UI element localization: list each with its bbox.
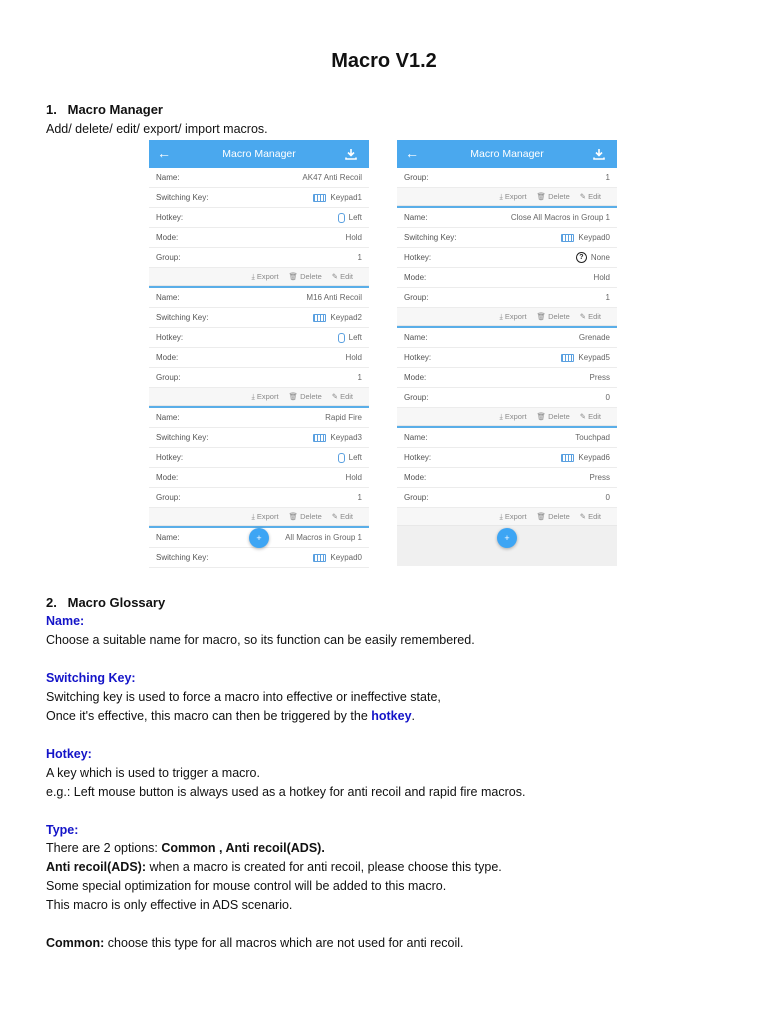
keyboard-icon: [313, 554, 326, 562]
row-label: Group:: [404, 293, 429, 302]
detail-row: [397, 208, 617, 228]
detail-row: [149, 548, 369, 568]
glossary-desc-type-1: [46, 841, 325, 855]
row-value: Keypad3: [330, 433, 362, 442]
row-value: Keypad6: [578, 453, 610, 462]
row-value: 1: [605, 173, 610, 182]
trash-icon: 🗑: [288, 512, 299, 521]
export-button[interactable]: [252, 272, 279, 282]
section-title: Macro Manager: [67, 102, 163, 117]
row-value: Keypad0: [330, 553, 362, 562]
detail-row: [149, 228, 369, 248]
edit-button[interactable]: [332, 512, 353, 521]
export-button[interactable]: [252, 512, 279, 522]
macro-card[interactable]: [397, 206, 617, 326]
macro-card[interactable]: [397, 326, 617, 426]
trash-icon: 🗑: [536, 312, 547, 321]
macro-card[interactable]: [397, 426, 617, 526]
row-value-wrap: [606, 393, 610, 402]
detail-row: [397, 168, 617, 188]
row-value-wrap: [346, 353, 362, 362]
text-fragment: choose this type for all macros which are not used for anti recoil.: [104, 936, 464, 950]
row-label: Name:: [156, 413, 180, 422]
detail-row: [149, 188, 369, 208]
type-options: Common , Anti recoil(ADS).: [161, 841, 325, 855]
edit-icon: ✎: [331, 512, 339, 521]
macro-card[interactable]: [149, 286, 369, 406]
row-value: All Macros in Group 1: [285, 533, 362, 542]
delete-label: Delete: [548, 412, 570, 421]
row-value-wrap: [594, 273, 610, 282]
trash-icon: 🗑: [288, 272, 299, 281]
detail-row: [397, 468, 617, 488]
export-icon: ⤓: [251, 391, 255, 401]
keyboard-icon: [313, 434, 326, 442]
row-value: Hold: [345, 233, 362, 242]
back-arrow-icon[interactable]: ←: [405, 145, 419, 161]
export-button[interactable]: [500, 412, 527, 422]
detail-row: [149, 328, 369, 348]
row-value: M16 Anti Recoil: [306, 293, 362, 302]
row-value-wrap: [325, 413, 362, 422]
edit-label: Edit: [340, 392, 353, 401]
row-label: Switching Key:: [156, 433, 209, 442]
macro-card[interactable]: [149, 168, 369, 286]
export-icon: ⤓: [499, 411, 503, 421]
glossary-desc-type-2: [46, 860, 502, 874]
section-number: 1.: [46, 102, 57, 117]
export-label: Export: [504, 512, 527, 521]
edit-button[interactable]: [580, 412, 601, 421]
edit-icon: ✎: [579, 412, 587, 421]
detail-row: [149, 368, 369, 388]
delete-button[interactable]: [289, 272, 322, 281]
export-label: Export: [256, 392, 279, 401]
row-label: Hotkey:: [404, 253, 432, 262]
row-label: Mode:: [156, 473, 179, 482]
glossary-desc-type-3: Some special optimization for mouse control will be added to this macro.: [46, 879, 447, 893]
row-value: Press: [589, 373, 610, 382]
section-description: Add/ delete/ edit/ export/ import macros.: [46, 122, 268, 136]
glossary-desc-name: Choose a suitable name for macro, so its function can be easily remembered.: [46, 633, 475, 647]
row-label: Group:: [404, 393, 429, 402]
add-macro-button[interactable]: +: [249, 528, 269, 548]
row-label: Mode:: [156, 353, 179, 362]
row-value: Keypad5: [578, 353, 610, 362]
keyboard-icon: [561, 454, 574, 462]
text-fragment: .: [411, 709, 416, 723]
row-value: Hold: [593, 273, 610, 282]
trash-icon: 🗑: [288, 392, 299, 401]
macro-manager-screenshot-left: [149, 140, 369, 562]
detail-row: [397, 248, 617, 268]
detail-row: [397, 448, 617, 468]
row-value: Keypad1: [330, 193, 362, 202]
row-label: Mode:: [404, 473, 427, 482]
trash-icon: 🗑: [536, 412, 547, 421]
export-icon: ⤓: [251, 511, 255, 521]
glossary-desc-switching-key-1: Switching key is used to force a macro into effective or ineffective state,: [46, 690, 441, 704]
download-icon[interactable]: [345, 148, 357, 160]
export-button[interactable]: [500, 192, 527, 202]
row-label: Name:: [404, 333, 428, 342]
export-label: Export: [256, 272, 279, 281]
macro-actions: [397, 308, 617, 326]
glossary-desc-hotkey-1: A key which is used to trigger a macro.: [46, 766, 260, 780]
section-number: 2.: [46, 595, 57, 610]
macro-card[interactable]: [149, 406, 369, 526]
row-value: Left: [348, 213, 362, 222]
section-title: Macro Glossary: [67, 595, 166, 610]
row-value-wrap: [606, 493, 610, 502]
row-value-wrap: [606, 293, 610, 302]
row-value: Grenade: [578, 333, 610, 342]
edit-icon: ✎: [331, 392, 339, 401]
row-label: Switching Key:: [156, 313, 209, 322]
row-label: Switching Key:: [404, 233, 457, 242]
row-label: Name:: [404, 213, 428, 222]
export-icon: ⤓: [499, 191, 503, 201]
detail-row: [397, 388, 617, 408]
delete-button[interactable]: [289, 512, 322, 521]
edit-button[interactable]: [580, 192, 601, 201]
detail-row: [149, 428, 369, 448]
export-label: Export: [504, 312, 527, 321]
row-value-wrap: [313, 433, 362, 442]
row-value: Left: [348, 453, 362, 462]
export-button[interactable]: [500, 512, 527, 522]
row-value-wrap: [579, 333, 610, 342]
edit-label: Edit: [340, 512, 353, 521]
row-value-wrap: [346, 473, 362, 482]
delete-label: Delete: [548, 512, 570, 521]
row-value-wrap: [576, 252, 610, 263]
edit-icon: ✎: [331, 272, 339, 281]
row-value: Keypad2: [330, 313, 362, 322]
row-value-wrap: [358, 373, 362, 382]
row-value-wrap: [306, 293, 362, 302]
detail-row: [397, 228, 617, 248]
delete-button[interactable]: [537, 512, 570, 521]
row-value-wrap: [338, 453, 362, 463]
detail-row: [149, 488, 369, 508]
row-value: Hold: [345, 353, 362, 362]
row-value-wrap: [561, 453, 610, 462]
row-value: Touchpad: [575, 433, 610, 442]
hotkey-highlight: hotkey: [371, 709, 412, 723]
row-value-wrap: [338, 213, 362, 223]
keyboard-icon: [561, 234, 574, 242]
add-macro-button[interactable]: +: [497, 528, 517, 548]
detail-row: [149, 168, 369, 188]
row-label: Mode:: [156, 233, 179, 242]
row-value: 1: [357, 253, 362, 262]
row-value: Press: [589, 473, 610, 482]
macro-actions: [397, 188, 617, 206]
edit-label: Edit: [588, 512, 601, 521]
row-label: Hotkey:: [156, 213, 184, 222]
row-value-wrap: [561, 353, 610, 362]
macro-actions: [397, 408, 617, 426]
delete-button[interactable]: [537, 412, 570, 421]
export-button[interactable]: [252, 392, 279, 402]
trash-icon: 🗑: [536, 512, 547, 521]
row-value-wrap: [302, 173, 362, 182]
panel-title: Macro Manager: [222, 148, 296, 160]
download-icon[interactable]: [593, 148, 605, 160]
row-label: Group:: [404, 493, 429, 502]
document-title: Macro V1.2: [331, 50, 437, 72]
row-value: Close All Macros in Group 1: [510, 213, 610, 222]
glossary-desc-common: [46, 936, 464, 950]
mouse-icon: [338, 453, 345, 463]
export-label: Export: [504, 412, 527, 421]
edit-icon: ✎: [579, 312, 587, 321]
export-icon: ⤓: [499, 511, 503, 521]
row-label: Mode:: [404, 273, 427, 282]
detail-row: [149, 468, 369, 488]
row-value-wrap: [313, 193, 362, 202]
detail-row: [149, 348, 369, 368]
row-label: Name:: [156, 173, 180, 182]
edit-label: Edit: [588, 192, 601, 201]
row-value: AK47 Anti Recoil: [302, 173, 362, 182]
detail-row: [149, 408, 369, 428]
row-label: Hotkey:: [156, 333, 184, 342]
row-value: Rapid Fire: [325, 413, 362, 422]
edit-button[interactable]: [580, 512, 601, 521]
trash-icon: 🗑: [536, 192, 547, 201]
export-label: Export: [256, 512, 279, 521]
row-label: Name:: [404, 433, 428, 442]
macro-actions: [149, 388, 369, 406]
delete-label: Delete: [300, 272, 322, 281]
section-heading-macro-manager: [46, 102, 163, 117]
row-label: Name:: [156, 293, 180, 302]
glossary-term-name: Name:: [46, 614, 85, 628]
edit-label: Edit: [588, 412, 601, 421]
row-value-wrap: [313, 553, 362, 562]
row-value-wrap: [313, 313, 362, 322]
keyboard-icon: [561, 354, 574, 362]
delete-label: Delete: [548, 192, 570, 201]
export-icon: ⤓: [251, 271, 255, 281]
macro-manager-screenshot-right: [397, 140, 617, 555]
row-value-wrap: [358, 493, 362, 502]
row-label: Mode:: [404, 373, 427, 382]
macro-actions: [149, 508, 369, 526]
macro-card: [397, 168, 617, 206]
row-label: Name:: [156, 533, 180, 542]
row-value: 1: [357, 373, 362, 382]
row-value: 0: [605, 393, 610, 402]
export-label: Export: [504, 192, 527, 201]
row-value-wrap: [346, 233, 362, 242]
detail-row: [149, 288, 369, 308]
row-value: Keypad0: [578, 233, 610, 242]
common-label: Common:: [46, 936, 105, 950]
row-value: Hold: [345, 473, 362, 482]
row-label: Switching Key:: [156, 553, 209, 562]
detail-row: [397, 368, 617, 388]
row-value: None: [590, 253, 610, 262]
glossary-desc-switching-key-2: [46, 709, 415, 723]
glossary-desc-hotkey-2: e.g.: Left mouse button is always used as a hotkey for anti recoil and rapid fire macros.: [46, 785, 526, 799]
edit-label: Edit: [340, 272, 353, 281]
row-value-wrap: [606, 173, 610, 182]
row-value-wrap: [358, 253, 362, 262]
detail-row: [149, 308, 369, 328]
text-fragment: Once it's effective, this macro can then be triggered by the: [46, 709, 372, 723]
row-label: Group:: [156, 493, 181, 502]
row-value-wrap: [590, 473, 610, 482]
row-value-wrap: [338, 333, 362, 343]
detail-row: [397, 328, 617, 348]
anti-recoil-label: Anti recoil(ADS):: [46, 860, 146, 874]
detail-row: [149, 248, 369, 268]
row-label: Switching Key:: [156, 193, 209, 202]
mouse-icon: [338, 333, 345, 343]
section-heading-macro-glossary: [46, 595, 165, 610]
row-label: Hotkey:: [156, 453, 184, 462]
export-icon: ⤓: [499, 311, 503, 321]
row-value-wrap: [561, 233, 610, 242]
glossary-term-hotkey: Hotkey:: [46, 747, 92, 761]
row-label: Group:: [156, 373, 181, 382]
delete-label: Delete: [300, 512, 322, 521]
detail-row: [397, 268, 617, 288]
row-value: 1: [605, 293, 610, 302]
panel-header: [397, 140, 617, 168]
detail-row: [397, 288, 617, 308]
row-value: 0: [605, 493, 610, 502]
back-arrow-icon[interactable]: ←: [157, 145, 171, 161]
row-value-wrap: [575, 433, 610, 442]
row-value-wrap: [590, 373, 610, 382]
glossary-term-type: Type:: [46, 823, 79, 837]
detail-row: [397, 348, 617, 368]
macro-actions: [397, 508, 617, 526]
text-fragment: There are 2 options:: [46, 841, 162, 855]
edit-label: Edit: [588, 312, 601, 321]
row-value-wrap: [511, 213, 610, 222]
edit-icon: ✎: [579, 512, 587, 521]
detail-row: [149, 448, 369, 468]
row-value-wrap: [285, 533, 362, 542]
mouse-icon: [338, 213, 345, 223]
glossary-term-switching-key: Switching Key:: [46, 671, 136, 685]
detail-row: [397, 488, 617, 508]
edit-button[interactable]: [580, 312, 601, 321]
delete-label: Delete: [300, 392, 322, 401]
row-value: Left: [348, 333, 362, 342]
text-fragment: when a macro is created for anti recoil, please choose this type.: [146, 860, 502, 874]
keyboard-icon: [313, 314, 326, 322]
export-button[interactable]: [500, 312, 527, 322]
delete-button[interactable]: [537, 312, 570, 321]
detail-row: [397, 428, 617, 448]
row-label: Group:: [156, 253, 181, 262]
edit-button[interactable]: [332, 272, 353, 281]
delete-label: Delete: [548, 312, 570, 321]
row-label: Group:: [404, 173, 429, 182]
row-label: Hotkey:: [404, 353, 432, 362]
macro-actions: [149, 268, 369, 286]
panel-title: Macro Manager: [470, 148, 544, 160]
glossary-desc-type-4: This macro is only effective in ADS scenario.: [46, 898, 293, 912]
detail-row: [149, 208, 369, 228]
edit-icon: ✎: [579, 192, 587, 201]
row-value: 1: [357, 493, 362, 502]
delete-button[interactable]: [289, 392, 322, 401]
edit-button[interactable]: [332, 392, 353, 401]
delete-button[interactable]: [537, 192, 570, 201]
question-icon: ?: [576, 252, 587, 263]
row-label: Hotkey:: [404, 453, 432, 462]
panel-header: [149, 140, 369, 168]
keyboard-icon: [313, 194, 326, 202]
